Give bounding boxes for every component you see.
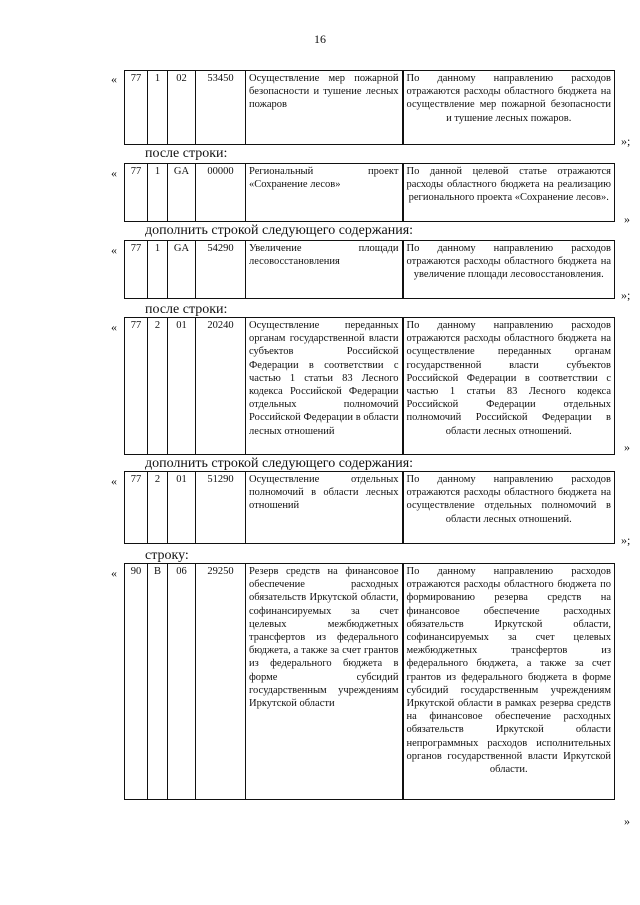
opening-quote: « [111, 474, 117, 488]
direction-code: 29250 [196, 564, 246, 800]
expense-description: По данному направлению расходов отражаются расходы областного бюджета на увеличение площади лесовосстановления. [403, 241, 615, 299]
expense-name: Региональный проект «Сохранение лесов» [246, 164, 403, 222]
opening-quote: « [111, 72, 117, 86]
expense-name: Осуществление отдельных полномочий в области лесных отношений [246, 472, 403, 544]
direction-code: 51290 [196, 472, 246, 544]
expense-description: По данному направлению расходов отражаются расходы областного бюджета по формированию резерва средств на финансовое обеспечение расходных обязательств Иркутской области, софинансируемых за счет целевых межбюджетных трансфертов из федерального бюджета, а также за счет грантов из федерального бюджета в форме субсидий государственным учреждениям Иркутской области в рамках резерва средств на финансовое обеспечение расходных обязательств Иркутской области непрограммных расходов исполнительных органов государственной власти Иркутской области. [403, 564, 615, 800]
instruction-caption: после строки: [145, 302, 228, 317]
program-code: 77 [125, 71, 148, 145]
closing-quote: » [624, 212, 630, 226]
budget-table-row [124, 563, 615, 800]
expense-description: По данному направлению расходов отражаются расходы областного бюджета на осуществление мер пожарной безопасности и тушение лесных пожаров. [403, 71, 615, 145]
program-code: 90 [125, 564, 148, 800]
closing-quote: » [624, 440, 630, 454]
activity-code: 01 [168, 472, 196, 544]
budget-table-row [124, 70, 615, 145]
instruction-caption: строку: [145, 548, 189, 563]
opening-quote: « [111, 166, 117, 180]
closing-quote: » [624, 814, 630, 828]
direction-code: 53450 [196, 71, 246, 145]
opening-quote: « [111, 566, 117, 580]
expense-description: По данному направлению расходов отражаются расходы областного бюджета на осуществление отдельных полномочий в области лесных отношений. [403, 472, 615, 544]
instruction-caption: после строки: [145, 146, 228, 161]
budget-table-row [124, 163, 615, 222]
closing-quote: »; [621, 134, 631, 148]
activity-code: GA [168, 241, 196, 299]
activity-code: 02 [168, 71, 196, 145]
activity-code: 01 [168, 318, 196, 455]
budget-table-row [124, 240, 615, 299]
expense-description: По данной целевой статье отражаются расходы областного бюджета на реализацию регионального проекта «Сохранение лесов». [403, 164, 615, 222]
program-code: 77 [125, 472, 148, 544]
direction-code: 54290 [196, 241, 246, 299]
expense-description: По данному направлению расходов отражаются расходы областного бюджета на осуществление переданных органам государственной власти субъектов Российской Федерации в соответствии с частью 1 статьи 83 Лесного кодекса Российской Федерации отдельных полномочий Российской Федерации в области лесных отношений. [403, 318, 615, 455]
subprogram-code: 1 [148, 241, 168, 299]
program-code: 77 [125, 164, 148, 222]
direction-code: 00000 [196, 164, 246, 222]
closing-quote: »; [621, 288, 631, 302]
subprogram-code: 2 [148, 472, 168, 544]
page-number: 16 [314, 32, 326, 46]
program-code: 77 [125, 318, 148, 455]
activity-code: GA [168, 164, 196, 222]
subprogram-code: 1 [148, 164, 168, 222]
budget-table-row [124, 317, 615, 455]
closing-quote: »; [621, 533, 631, 547]
instruction-caption: дополнить строкой следующего содержания: [145, 223, 414, 238]
subprogram-code: 1 [148, 71, 168, 145]
program-code: 77 [125, 241, 148, 299]
expense-name: Осуществление переданных органам государственной власти субъектов Российской Федерации в соответствии с частью 1 статьи 83 Лесного кодекса Российской Федерации отдельных полномочий Российской Федерации в области лесных отношений [246, 318, 403, 455]
opening-quote: « [111, 243, 117, 257]
instruction-caption: дополнить строкой следующего содержания: [145, 456, 414, 471]
budget-table-row [124, 471, 615, 544]
expense-name: Осуществление мер пожарной безопасности и тушение лесных пожаров [246, 71, 403, 145]
expense-name: Увеличение площади лесовосстановления [246, 241, 403, 299]
opening-quote: « [111, 320, 117, 334]
expense-name: Резерв средств на финансовое обеспечение расходных обязательств Иркутской области, софинансируемых за счет целевых межбюджетных трансфертов из федерального бюджета, а также за счет грантов из федерального бюджета в форме субсидий государственным учреждениям Иркутской области [246, 564, 403, 800]
subprogram-code: 2 [148, 318, 168, 455]
direction-code: 20240 [196, 318, 246, 455]
activity-code: 06 [168, 564, 196, 800]
subprogram-code: В [148, 564, 168, 800]
